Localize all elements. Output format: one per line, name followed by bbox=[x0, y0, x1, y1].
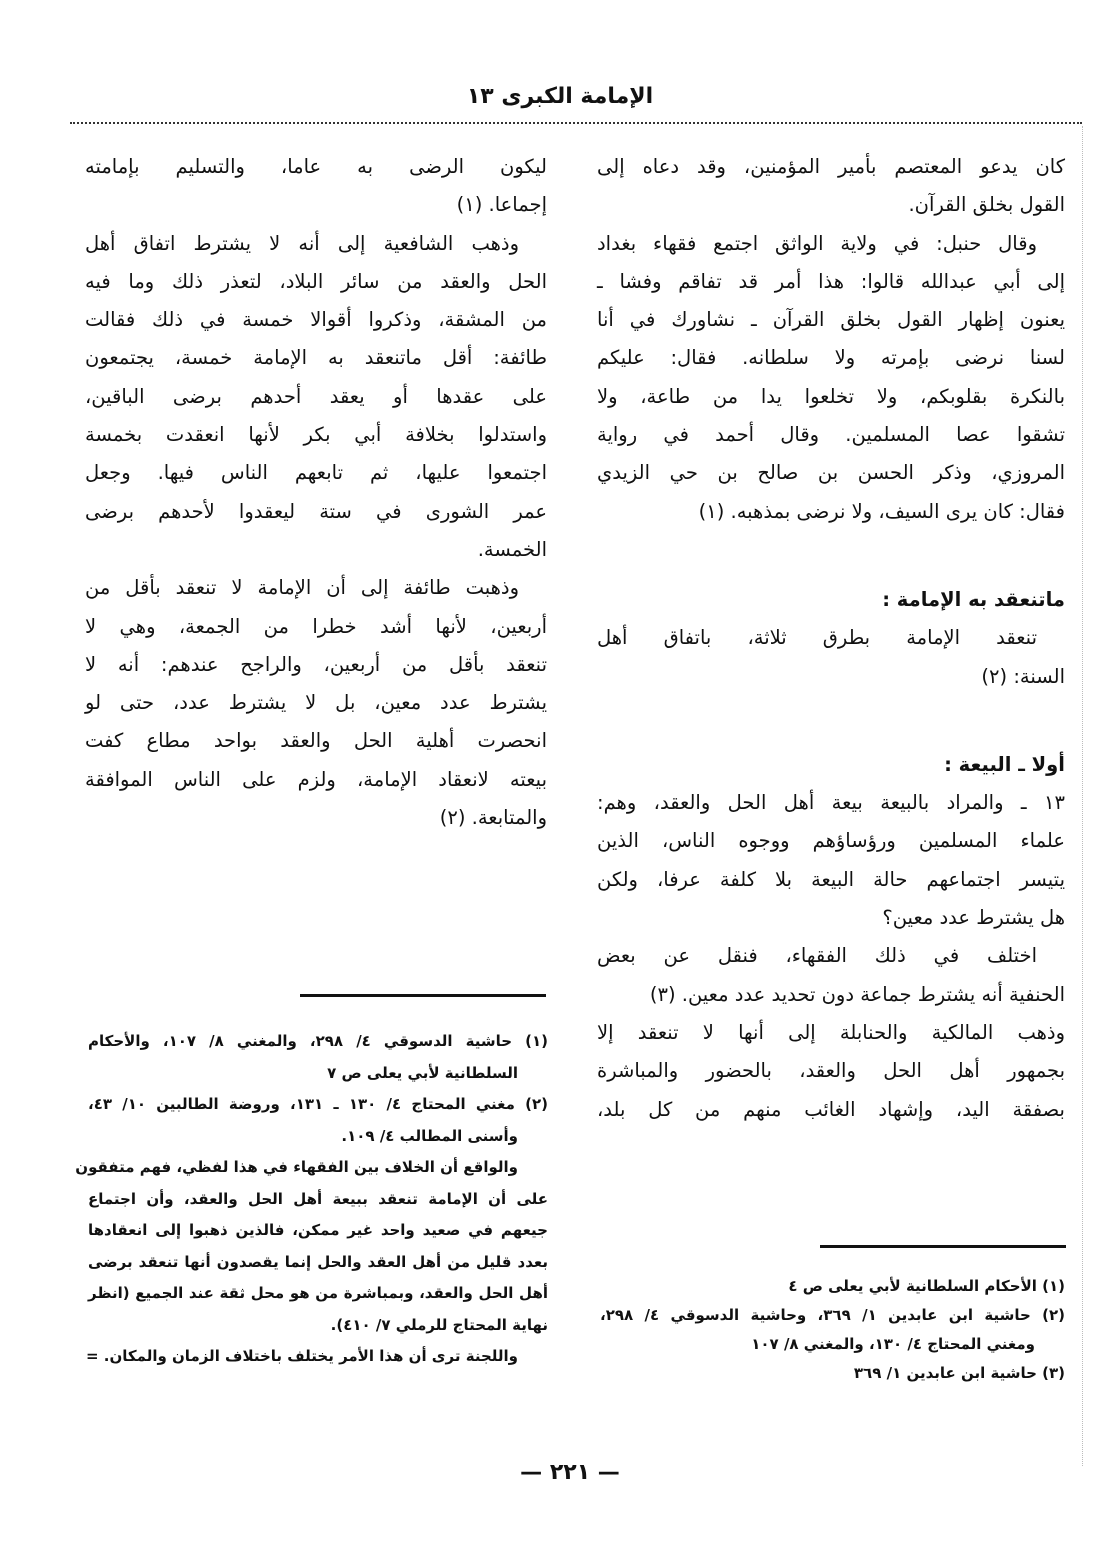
text-line: يعنون إظهار القول بخلق القرآن ـ نشاورك في أنا bbox=[597, 308, 1065, 332]
text-line: لسنا نرضى بإمرته ولا سلطانه. فقال: عليكم bbox=[597, 346, 1065, 370]
paragraph bbox=[597, 1014, 1065, 1129]
footnote-separator-right bbox=[820, 1245, 1066, 1248]
footnote-separator-left bbox=[300, 994, 546, 997]
text-line: أربعين، لأنها أشد خطرا من الجمعة، وهي لا bbox=[85, 614, 547, 638]
text-line: انحصرت أهلية الحل والعقد بواحد مطاع كفت bbox=[85, 729, 547, 753]
text-line: المروزي، وذكر الحسن بن صالح بن حي الزيدي bbox=[597, 461, 1065, 485]
text-line: على عقدها أو يعقد أحدهم برضى الباقين، bbox=[85, 384, 547, 408]
text-line: تنعقد بأقل من أربعين، والراجح عندهم: أنه لا bbox=[85, 652, 547, 676]
text-line: عمر الشورى في ستة ليعقدوا لأحدهم برضى bbox=[85, 499, 547, 523]
running-header-title: الإمامة الكبرى ١٣ bbox=[466, 84, 654, 109]
text-line: أولا ـ البيعة : bbox=[944, 752, 1065, 776]
text-line: الحل والعقد من سائر البلاد، لتعذر ذلك وما فيه bbox=[85, 269, 547, 293]
text-line: والمتابعة. (٢) bbox=[439, 806, 547, 830]
text-line: طائفة: أقل ماتنعقد به الإمامة خمسة، يجتمعون bbox=[85, 346, 547, 370]
text-line: وذهبت طائفة إلى أن الإمامة لا تنعقد بأقل من bbox=[85, 576, 519, 600]
footnote bbox=[600, 1301, 1065, 1359]
text-line: يشترط عدد معين، بل لا يشترط عدد، حتى لو bbox=[85, 691, 547, 715]
right-footnotes bbox=[600, 1272, 1065, 1388]
paragraph bbox=[85, 225, 547, 570]
text-line: كان يدعو المعتصم بأمير المؤمنين، وقد دعاه إلى bbox=[597, 155, 1065, 178]
paragraph bbox=[597, 148, 1065, 225]
text-line: وذهب المالكية والحنابلة إلى أنها لا تنعقد إلا bbox=[597, 1020, 1065, 1044]
footnote-line: نهاية المحتاج للرملي ٧/ ٤١٠). bbox=[330, 1315, 548, 1334]
text-line: إجماعا. (١) bbox=[456, 193, 547, 217]
text-line: الحنفية أنه يشترط جماعة دون تحديد عدد معين. (٣) bbox=[649, 982, 1065, 1006]
footnote-line: وأسنى المطالب ٤/ ١٠٩. bbox=[341, 1126, 518, 1145]
header-dotted-rule bbox=[70, 122, 1082, 124]
text-line: ماتنعقد به الإمامة : bbox=[882, 587, 1065, 611]
footnote-line: (١) الأحكام السلطانية لأبي يعلى ص ٤ bbox=[788, 1277, 1065, 1295]
footnote-line: السلطانية لأبي يعلى ص ٧ bbox=[327, 1063, 518, 1082]
footnote-line: (١) حاشية الدسوقي ٤/ ٢٩٨، والمغني ٨/ ١٠٧، والأحكام bbox=[88, 1032, 549, 1050]
text-line: واستدلوا بخلافة أبي بكر لأنها انعقدت بخمسة bbox=[85, 423, 547, 447]
footnote-line: (٢) حاشية ابن عابدين ١/ ٣٦٩، وحاشية الدسوقي ٤/ ٢٩٨، bbox=[600, 1306, 1066, 1324]
footnote bbox=[600, 1272, 1065, 1301]
left-footnotes bbox=[75, 1026, 549, 1373]
footnote bbox=[88, 1026, 548, 1089]
text-line: القول بخلق القرآن. bbox=[908, 193, 1065, 217]
text-line: بيعته لانعقاد الإمامة، ولزم على الناس الموافقة bbox=[85, 767, 547, 791]
paragraph bbox=[597, 784, 1065, 937]
left-text-column bbox=[85, 148, 547, 837]
section-heading bbox=[597, 581, 1065, 619]
text-line: اجتمعوا عليها، ثم تابعهم الناس فيها. وجعل bbox=[85, 461, 547, 485]
footnote-line: (٢) مغني المحتاج ٤/ ١٣٠ ـ ١٣١، وروضة الطالبين ١٠/ ٤٣، bbox=[88, 1095, 548, 1113]
footnote-line: واللجنة ترى أن هذا الأمر يختلف باختلاف الزمان والمكان. = bbox=[85, 1347, 518, 1365]
text-line: ١٣ ـ والمراد بالبيعة بيعة أهل الحل والعقد، وهم: bbox=[597, 791, 1065, 815]
scan-edge-line bbox=[1082, 126, 1083, 1466]
footnote bbox=[75, 1152, 548, 1341]
footnote-line: ومغني المحتاج ٤/ ١٣٠، والمغني ٨/ ١٠٧ bbox=[751, 1335, 1035, 1353]
text-line: بالنكرة بقلوبكم، ولا تخلعوا يدا من طاعة، ولا bbox=[597, 384, 1065, 408]
text-line: وذهب الشافعية إلى أنه لا يشترط اتفاق أهل bbox=[85, 231, 519, 255]
text-line: الخمسة. bbox=[477, 537, 547, 561]
footnote bbox=[600, 1359, 1065, 1388]
footnote bbox=[85, 1341, 548, 1373]
footnote-line: على أن الإمامة تنعقد ببيعة أهل الحل والعقد، وأن اجتماع bbox=[88, 1189, 548, 1208]
text-line: يتيسر اجتماعهم حالة البيعة بلا كلفة عرفا، ولكن bbox=[597, 867, 1065, 891]
footnote-line: بعدد قليل من أهل العقد والحل إنما يقصدون أنها تنعقد برضى bbox=[88, 1252, 548, 1271]
right-text-column bbox=[597, 148, 1065, 1129]
paragraph bbox=[85, 569, 547, 837]
footnote-line: (٣) حاشية ابن عابدين ١/ ٣٦٩ bbox=[853, 1364, 1065, 1382]
text-line: اختلف في ذلك الفقهاء، فنقل عن بعض bbox=[597, 944, 1037, 968]
text-line: تشقوا عصا المسلمين. وقال أحمد في رواية bbox=[597, 423, 1065, 447]
text-line: بجمهور أهل الحل والعقد، بالحضور والمباشرة bbox=[597, 1059, 1065, 1083]
text-line: ليكون الرضى به عاما، والتسليم بإمامته bbox=[85, 155, 547, 178]
page-number: — ٢٢١ — bbox=[520, 1460, 620, 1485]
text-line: تنعقد الإمامة بطرق ثلاثة، باتفاق أهل bbox=[597, 626, 1037, 650]
text-line: السنة: (٢) bbox=[981, 664, 1065, 688]
footnote-line: والواقع أن الخلاف بين الفقهاء في هذا لفظي، فهم متفقون bbox=[75, 1158, 518, 1176]
text-line: علماء المسلمين ورؤساؤهم ووجوه الناس، الذين bbox=[597, 829, 1065, 853]
text-line: هل يشترط عدد معين؟ bbox=[882, 906, 1065, 930]
paragraph bbox=[597, 619, 1065, 696]
footnote-line: أهل الحل والعقد، وبمباشرة من هو محل ثقة عند الجميع (انظر bbox=[88, 1284, 548, 1302]
text-line: من المشقة، وذكروا أقوالا خمسة في ذلك فقالت bbox=[85, 308, 547, 332]
paragraph bbox=[85, 148, 547, 225]
text-line: بصفقة اليد، وإشهاد الغائب منهم من كل بلد، bbox=[597, 1097, 1065, 1121]
text-line: إلى أبي عبدالله قالوا: هذا أمر قد تفاقم وفشا ـ bbox=[597, 269, 1065, 293]
footnote bbox=[88, 1089, 548, 1152]
paragraph bbox=[597, 937, 1065, 1014]
paragraph bbox=[597, 225, 1065, 531]
text-line: فقال: كان يرى السيف، ولا نرضى بمذهبه. (١) bbox=[698, 499, 1065, 523]
section-heading bbox=[597, 746, 1065, 784]
footnote-line: جيعهم في صعيد واحد غير ممكن، فالذين ذهبوا إلى انعقادها bbox=[88, 1221, 548, 1239]
text-line: وقال حنبل: في ولاية الواثق اجتمع فقهاء بغداد bbox=[597, 231, 1037, 255]
